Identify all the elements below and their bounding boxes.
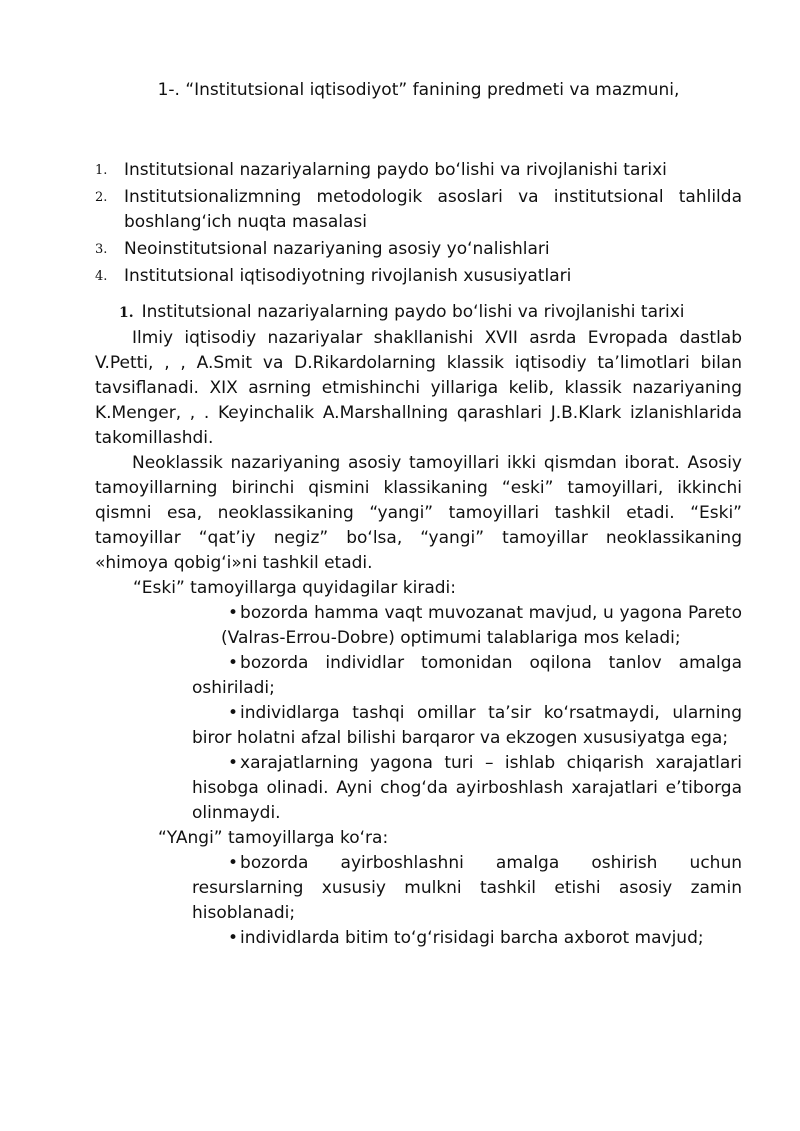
bullet-icon: •	[228, 753, 239, 773]
document-title: 1-. “Institutsional iqtisodiyot” fanining predmeti va mazmuni,	[157, 80, 680, 100]
toc-item	[95, 264, 742, 289]
toc-item	[95, 158, 742, 183]
section-heading-text: Institutsional nazariyalarning paydo bo‘lishi va rivojlanishi tarixi	[141, 302, 685, 322]
list-item-text: individlarda bitim to‘g‘risidagi barcha axborot mavjud;	[240, 928, 704, 948]
table-of-contents	[95, 158, 742, 291]
toc-item-number: 2.	[95, 190, 108, 205]
paragraph-neoclassical: Neoklassik nazariyaning asosiy tamoyillari ikki qismdan iborat. Asosiy tamoyillarning birinchi qismini klassikaning “eski” tamoyillari, ikkinchi qismni esa, neoklassikaning “yangi” tamoyillari tashkil etadi. “Eski” tamoyillar “qat’iy negiz” bo‘lsa, “yangi” tamoyillar neoklassikaning «himoya qobig‘i»ni tashkil etadi.	[95, 453, 742, 573]
list-item-text: xarajatlarning yagona turi – ishlab chiqarish xarajatlari hisobga olinadi. Ayni chog‘da ayirboshlash xarajatlari e’tiborga olinmaydi.	[192, 753, 742, 823]
list-item	[95, 601, 742, 651]
bullet-icon: •	[228, 853, 239, 873]
list-item-text: bozorda ayirboshlashni amalga oshirish uchun resurslarning xususiy mulkni tashkil etishi asosiy zamin hisoblanadi;	[192, 853, 742, 923]
section-number: 1.	[119, 305, 134, 321]
section-1	[95, 300, 742, 951]
toc-item-text: Institutsional iqtisodiyotning rivojlanish xususiyatlari	[124, 266, 572, 286]
yangi-list	[95, 851, 742, 951]
section-heading	[95, 300, 742, 326]
paragraph-history: Ilmiy iqtisodiy nazariyalar shakllanishi XVII asrda Evropada dastlab V.Petti, , , A.Smit va D.Rikardolarning klassik iqtisodiy ta’limotlari bilan tavsiflanadi. XIX asrning etmishinchi yillariga kelib, klassik nazariyaning K.Menger, , . Keyinchalik A.Marshallning qarashlari J.B.Klark izlanishlarida takomillashdi.	[95, 328, 742, 448]
list-item	[95, 851, 742, 926]
eski-intro: “Eski” tamoyillarga quyidagilar kiradi:	[133, 578, 456, 598]
bullet-icon: •	[228, 703, 239, 723]
bullet-icon: •	[228, 653, 239, 673]
list-item	[95, 701, 742, 751]
toc-item-text: Neoinstitutsional nazariyaning asosiy yo‘nalishlari	[124, 239, 550, 259]
toc-item-text: Institutsionalizmning metodologik asoslari va institutsional tahlilda boshlang‘ich nuqta masalasi	[124, 187, 742, 232]
list-item	[95, 926, 742, 951]
list-item-text: bozorda hamma vaqt muvozanat mavjud, u yagona Pareto (Valras-Errou-Dobre) optimumi talablariga mos keladi;	[221, 603, 742, 648]
list-item	[95, 751, 742, 826]
toc-item-number: 3.	[95, 242, 108, 257]
toc-item-number: 4.	[95, 269, 108, 284]
toc-item-text: Institutsional nazariyalarning paydo bo‘lishi va rivojlanishi tarixi	[124, 160, 667, 180]
toc-item	[95, 185, 742, 235]
eski-list	[95, 601, 742, 826]
bullet-icon: •	[228, 603, 239, 623]
bullet-icon: •	[228, 928, 239, 948]
toc-item-number: 1.	[95, 163, 108, 178]
list-item-text: bozorda individlar tomonidan oqilona tanlov amalga oshiriladi;	[192, 653, 742, 698]
yangi-intro: “YAngi” tamoyillarga ko‘ra:	[158, 828, 389, 848]
list-item-text: individlarga tashqi omillar ta’sir ko‘rsatmaydi, ularning biror holatni afzal bilishi barqaror va ekzogen xususiyatga ega;	[192, 703, 742, 748]
toc-item	[95, 237, 742, 262]
list-item	[95, 651, 742, 701]
